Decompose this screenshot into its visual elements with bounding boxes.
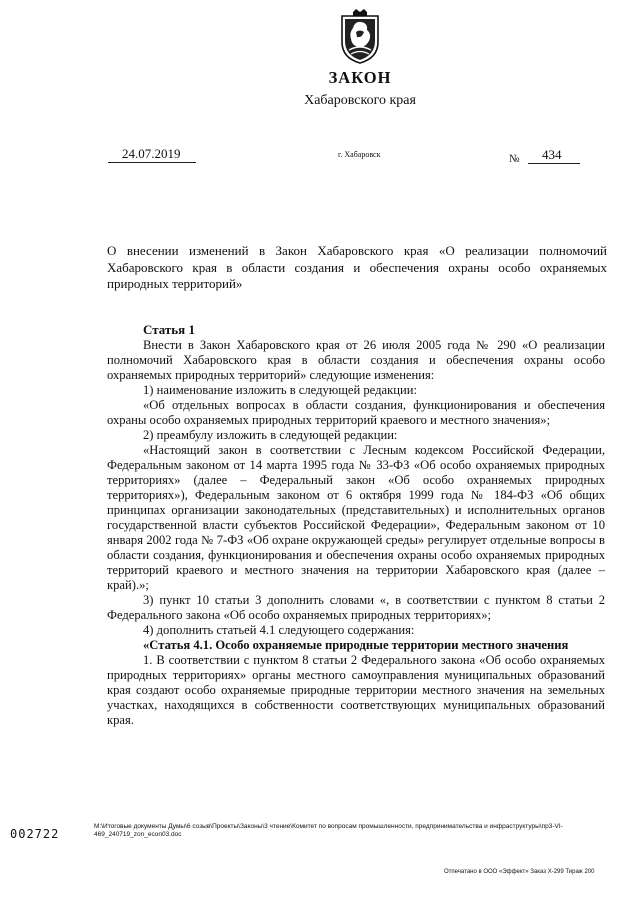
paragraph: «Об отдельных вопросах в области создания, функционирования и обеспечения охраны особо охраняемых природных территорий краевого и местного значения»; bbox=[107, 398, 605, 427]
paragraph: 3) пункт 10 статьи 3 дополнить словами «, в соответствии с пунктом 8 статьи 2 Федерального закона «Об особо охраняемых природных территориях»; bbox=[107, 593, 605, 622]
paragraph: «Настоящий закон в соответствии с Лесным кодексом Российской Федерации, Федеральным законом от 14 марта 1995 года № 33-ФЗ «Об особо охраняемых природных территориях» (далее – Федеральный закон «Об особо охраняемых природных территориях»), Федеральным законом от 6 октября 1999 года № 184-ФЗ «Об общих принципах организации законодательных (представительных) и исполнительных органов государственной власти субъектов Российской Федерации», Федеральным законом от 10 января 2002 года № 7-ФЗ «Об охране окружающей среды» регулирует отдельные вопросы в области создания, функционирования и обеспечения охраны особо охраняемых природных территорий краевого и местного значения на территории Хабаровского края (далее – край).»; bbox=[107, 443, 605, 592]
new-article-heading: «Статья 4.1. Особо охраняемые природные территории местного значения bbox=[143, 638, 569, 652]
date-underline bbox=[108, 162, 196, 163]
article-1-body bbox=[107, 338, 605, 728]
footer-file-path: M:\Итоговые документы Думы\6 созыв\Проекты\Законы\3 чтение\Комитет по вопросам промышленности, предпринимательства и инфраструктуры\пр3-VI-469_240719_zon_econ03.doc bbox=[94, 823, 563, 838]
footer-print-info: Отпечатано в ООО «Эффект» Заказ Х-299 Тираж 200 bbox=[444, 869, 595, 875]
paragraph: 1) наименование изложить в следующей редакции: bbox=[143, 383, 417, 397]
number-underline bbox=[528, 163, 580, 164]
document-city: г. Хабаровск bbox=[338, 150, 381, 159]
paragraph: 1. В соответствии с пунктом 8 статьи 2 Федерального закона «Об особо охраняемых природных территориях» органы местного самоуправления муниципальных образований края создают особо охраняемые природные территории местного значения на земельных участках, находящихся в собственности соответствующих муниципальных образований края. bbox=[107, 653, 605, 727]
footer-doc-code: 002722 bbox=[10, 827, 60, 841]
article-1-heading: Статья 1 bbox=[143, 322, 195, 337]
document-number: 434 bbox=[542, 147, 562, 162]
number-sign: № bbox=[509, 153, 520, 165]
paragraph: 2) преамбулу изложить в следующей редакции: bbox=[143, 428, 398, 442]
law-intro-title: О внесении изменений в Закон Хабаровского края «О реализации полномочий Хабаровского края в области создания и обеспечения охраны особо охраняемых природных территорий» bbox=[107, 243, 607, 291]
coat-of-arms-icon bbox=[339, 8, 381, 64]
paragraph: 4) дополнить статьей 4.1 следующего содержания: bbox=[143, 623, 415, 637]
paragraph: Внести в Закон Хабаровского края от 26 июля 2005 года № 290 «О реализации полномочий Хабаровского края в области создания и обеспечения охраны особо охраняемых природных территорий» следующие изменения: bbox=[107, 338, 605, 382]
document-date: 24.07.2019 bbox=[122, 146, 181, 161]
document-subtitle: Хабаровского края bbox=[304, 93, 416, 108]
document-title: ЗАКОН bbox=[328, 68, 392, 87]
